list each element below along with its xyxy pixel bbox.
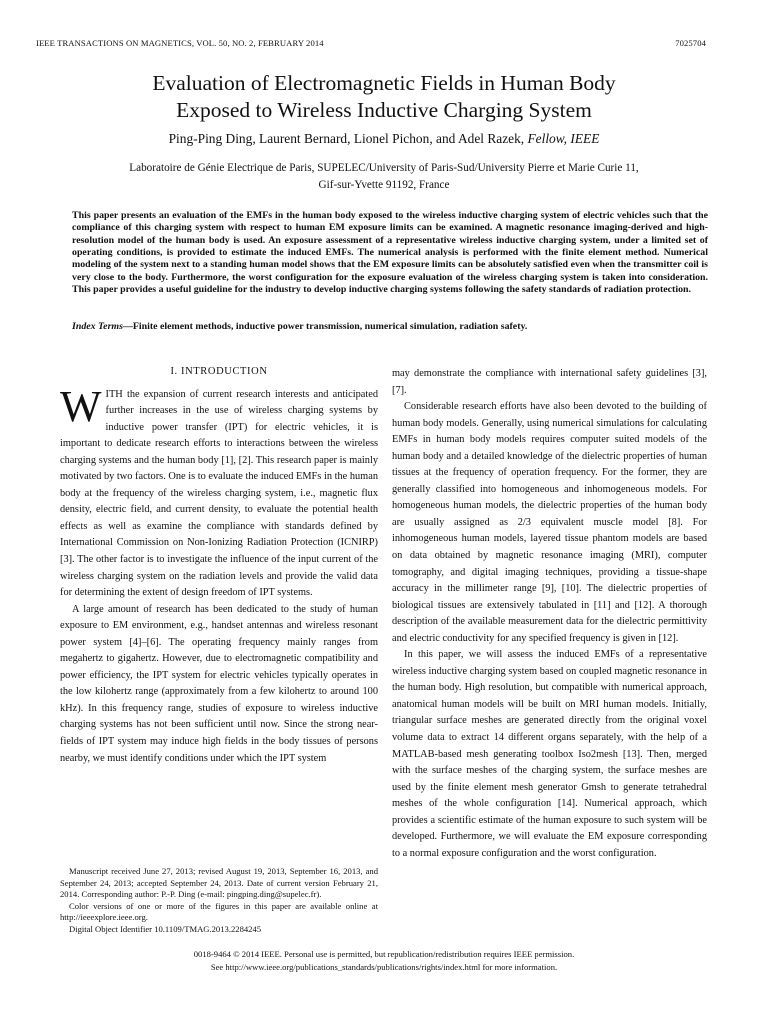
intro-paragraph-2-continued: may demonstrate the compliance with international safety guidelines [3], [7]. <box>392 368 707 396</box>
intro-paragraph-1 <box>60 381 378 602</box>
drop-cap: W <box>60 381 102 431</box>
author-list <box>0 131 768 147</box>
intro-paragraph-4: In this paper, we will assess the induced EMFs of a representative wireless inductive charging system based on coupled magnetic resonance in the human body. High resolution, but compatible with numerical approach, anatomical human models will be built on MRI human models. Initially, triangular surface meshes are generated directly from the original voxel volume data to extract 14 different organs separately, with the help of a MATLAB-based mesh generating toolbox Iso2mesh [13]. Then, merged with the surface meshes of the charging system, the surface meshes are used by the finite element mesh generator Gmsh to generate tetrahedral meshes of the whole configuration [14]. Numerical approach, which provides a scientific estimate of the human exposure to such system will be developed. Furthermore, we will evaluate the EM exposure corresponding to a normal exposure configuration and the worst configuration. <box>392 649 707 859</box>
footnote-color: Color versions of one or more of the figures in this paper are available online at http://ieeexplore.ieee.org. <box>60 900 378 923</box>
affiliation-line-1: Laboratoire de Génie Electrique de Paris, SUPELEC/University of Paris-Sud/University Pierre et Marie Curie 11, <box>129 162 639 174</box>
index-terms-text: Finite element methods, inductive power transmission, numerical simulation, radiation safety. <box>132 321 528 332</box>
author-grade: Fellow, IEEE <box>527 131 600 146</box>
paper-title <box>0 70 768 124</box>
footnote-manuscript: Manuscript received June 27, 2013; revised August 19, 2013, September 16, 2013, and September 24, 2013; accepted September 24, 2013. Date of current version February 21, 2014. Corresponding author: P.-P. Ding (e-mail: pingping.ding@supelec.fr). <box>60 866 378 900</box>
abstract: This paper presents an evaluation of the EMFs in the human body exposed to the wireless inductive charging system of electric vehicles such that the compliance of this charging system with respect to human EM exposure limits can be examined. A magnetic resonance imaging-derived and high-resolution model of the human body is used. An exposure assessment of a representative wireless inductive charging system, under a limited set of operating conditions, is provided to estimate the induced EMFs. The numerical analysis is performed with the finite element method. Numerical modeling of the system next to a standing human model shows that the EM exposure limits can be absolutely satisfied even when the transmitter coil is very close to the body. Furthermore, the worst configuration for the exposure evaluation of the wireless charging system is taken into consideration. This paper provides a useful guideline for the industry to develop inductive charging systems following the safety standards of radiation protection. <box>72 210 708 296</box>
affiliation-line-2: Gif-sur-Yvette 91192, France <box>318 179 450 191</box>
intro-paragraph-2: A large amount of research has been dedicated to the study of human exposure to EM environment, e.g., handset antennas and wireless resonant power system [4]–[6]. The operating frequency mainly ranges from megahertz to gigahertz. However, due to electromagnetic compatibility and power efficiency, the IPT system for electric vehicles typically operates in the low kilohertz range (approximately from a few kilohertz to around 100 kHz). In this frequency range, studies of exposure to wireless inductive charging systems has not been sufficient until now. Since the strong near-fields of IPT system may induce high fields in the body tissues of persons nearby, we must identify conditions under which the IPT system <box>60 603 378 764</box>
copyright-line-1: 0018-9464 © 2014 IEEE. Personal use is permitted, but republication/redistribution requires IEEE permission. <box>193 949 575 959</box>
copyright-line-2: See http://www.ieee.org/publications_standards/publications/rights/index.html for more information. <box>210 962 558 972</box>
footnote <box>60 866 378 936</box>
copyright-footer <box>0 948 768 974</box>
journal-name: IEEE TRANSACTIONS ON MAGNETICS, VOL. 50, NO. 2, FEBRUARY 2014 <box>36 38 324 48</box>
footnote-doi: Digital Object Identifier 10.1109/TMAG.2013.2284245 <box>69 923 262 934</box>
running-header <box>36 38 706 48</box>
index-terms-label: Index Terms <box>72 321 123 332</box>
intro-paragraph-3: Considerable research efforts have also been devoted to the building of human body models. Generally, using numerical simulations for calculating EMFs in human body models requires computer suited models of the human body and a detailed knowledge of the dielectric properties of human tissues at the frequency of operation frequency. For the former, they are generally classified into homogeneous and inhomogeneous models. For homogeneous human models, the dielectric properties of the human body are usually assigned as 2/3 equivalent muscle model [8]. For inhomogeneous human models, layered tissue phantom models are based on data obtained by magnetic resonance imaging (MRI), computer tomography, and digital imaging techniques, providing a tissue-shape accuracy in the millimeter range [9], [10]. The dielectric properties of biological tissues are extensively tabulated in [11] and [12]. A thorough description of the available measurement data for the dielectric permittivity and electric conductivity for any specified frequency is given in [12]. <box>392 401 707 644</box>
title-line-2: Exposed to Wireless Inductive Charging System <box>176 98 592 122</box>
affiliation <box>0 160 768 194</box>
intro-paragraph-1-text: ITH the expansion of current research interests and anticipated further increases in the use of wireless charging systems by inductive power transfer (IPT) for electric vehicles, it is important to dedicate research efforts to interactions between the wireless charging systems and the human body [1], [2]. This research paper is mainly motivated by two factors. One is to evaluate the induced EMFs in the human body at the frequency of the wireless charging system, i.e., magnetic flux density, electric field, and current density, to evaluate the potential health effects as well as examine the compliance with standards defined by International Commission on Non-Ionizing Radiation Protection (ICNIRP) [3]. The other factor is to investigate the influence of the input current of the wireless charging system on the radiation levels and provide the valid data for determining the extent of design freedom of IPT systems. <box>60 388 378 599</box>
title-line-1: Evaluation of Electromagnetic Fields in Human Body <box>152 71 616 95</box>
author-names: Ping-Ping Ding, Laurent Bernard, Lionel Pichon, and Adel Razek, <box>168 131 528 146</box>
right-column <box>392 366 707 862</box>
article-number: 7025704 <box>675 38 706 48</box>
section-heading: I. INTRODUCTION <box>170 366 268 377</box>
left-column <box>60 364 378 767</box>
index-terms: Index Terms—Finite element methods, inductive power transmission, numerical simulation, radiation safety. <box>72 321 528 332</box>
